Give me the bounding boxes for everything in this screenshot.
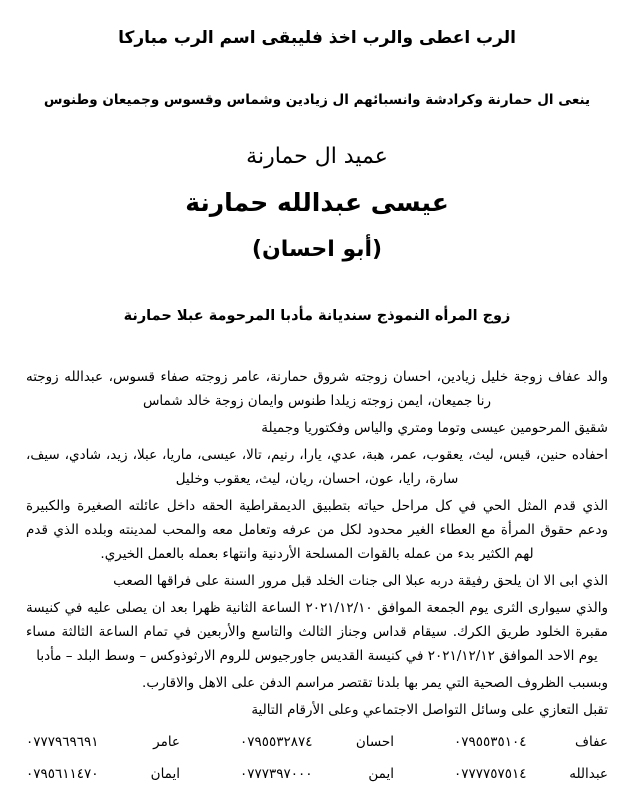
contact-phone: ٠٧٧٧٣٩٧٠٠٠ [240,766,313,782]
contact-name: عامر [153,734,180,750]
contact-phone: ٠٧٧٧٧٥٧٥١٤ [454,766,527,782]
contact-item-iman [26,764,180,784]
contact-item-afaf [454,732,608,752]
contact-item-abdullah [454,764,608,784]
paragraph-children: والد عفاف زوجة خليل زيادين، احسان زوجته شروق حمارنة، عامر زوجته صفاء قسوس، عبدالله زوجته رنا جميعان، ايمن زوجته زيلدا طنوس وايمان زوجة خالد شماس [26,369,608,409]
contact-phone: ٠٧٧٧٩٦٩٦٩١ [26,734,99,750]
announcement-line: ينعى ال حمارنة وكرادشة وانسبائهم ال زيادين وشماس وقسوس وجميعان وطنوس [43,92,591,108]
spouse-line: زوج المرأه النموذج سنديانة مأدبا المرحومة عبلا حمارنة [123,308,511,324]
paragraph-grandchildren: احفاده حنين، قيس، ليث، يعقوب، عمر، هبة، عدي، يارا، رنيم، تالا، عيسى، ماريا، عبلا، زيد، شادي، سيف، سارة، رايا، عون، احسان، ريان، ليث، يعقوب وخليل [26,447,608,487]
contact-phone: ٠٧٩٥٦١١٤٧٠ [26,766,99,782]
contact-item-ihsan [240,732,394,752]
paragraph-siblings: شقيق المرحومين عيسى وتوما ومتري والياس وفكتوريا وجميلة [261,420,608,436]
contact-name: ايمن [368,766,394,782]
deceased-title: عميد ال حمارنة [246,144,388,169]
obituary-body [26,365,608,722]
paragraph-spouse-reunion: الذي ابى الا ان يلحق رفيقة دربه عبلا الى جنات الخلد قبل مرور السنة على فراقها الصعب [113,573,608,589]
paragraph-health-restrictions: وبسبب الظروف الصحية التي يمر بها بلدنا تقتصر مراسم الدفن على الاهل والاقارب. [142,675,608,691]
contact-phone: ٠٧٩٥٥٣٢٨٧٤ [240,734,313,750]
deceased-kunya: (أبو احسان) [251,237,383,262]
deceased-name: عيسى عبدالله حمارنة [185,188,449,217]
contact-item-amer [26,732,180,752]
paragraph-condolences-note: تقبل التعازي على وسائل التواصل الاجتماعي وعلى الأرقام التالية [251,702,608,718]
contact-item-ayman [240,764,394,784]
opening-verse: الرب اعطى والرب اخذ فليبقى اسم الرب مباركا [118,28,516,48]
contact-name: عفاف [575,734,608,750]
contact-name: احسان [355,734,394,750]
paragraph-funeral-details: والذي سيوارى الثرى يوم الجمعة الموافق ٢٠٢١/١٢/١٠ الساعة الثانية ظهرا بعد ان يصلى عليه في كنيسة مقبرة الخلود طريق الكرك. سيقام قداس وجناز الثالث والتاسع والأربعين في تمام الساعة الثالثة مساء يوم الاحد الموافق ٢٠٢١/١٢/١٢ في كنيسة القديس جاورجيوس للروم الارثوذوكس – وسط البلد – مأدبا [26,600,609,664]
contact-list [26,732,608,784]
contact-name: ايمان [150,766,180,782]
paragraph-life-tribute: الذي قدم المثل الحي في كل مراحل حياته بتطبيق الديمقراطية الحقه داخل عائلته الصغيرة والكبيرة ودعم حقوق المرأة مع العطاء الغير محدود لكل من عرفه وتعامل معه والمحب لمدينته وبلده الذي قدم لهم الكثير بدء من عمله بالقوات المسلحة الأردنية وانتهاء بعمله بالعمل الخيري. [26,498,608,562]
contact-phone: ٠٧٩٥٥٣٥١٠٤ [454,734,527,750]
contact-name: عبدالله [569,766,608,782]
